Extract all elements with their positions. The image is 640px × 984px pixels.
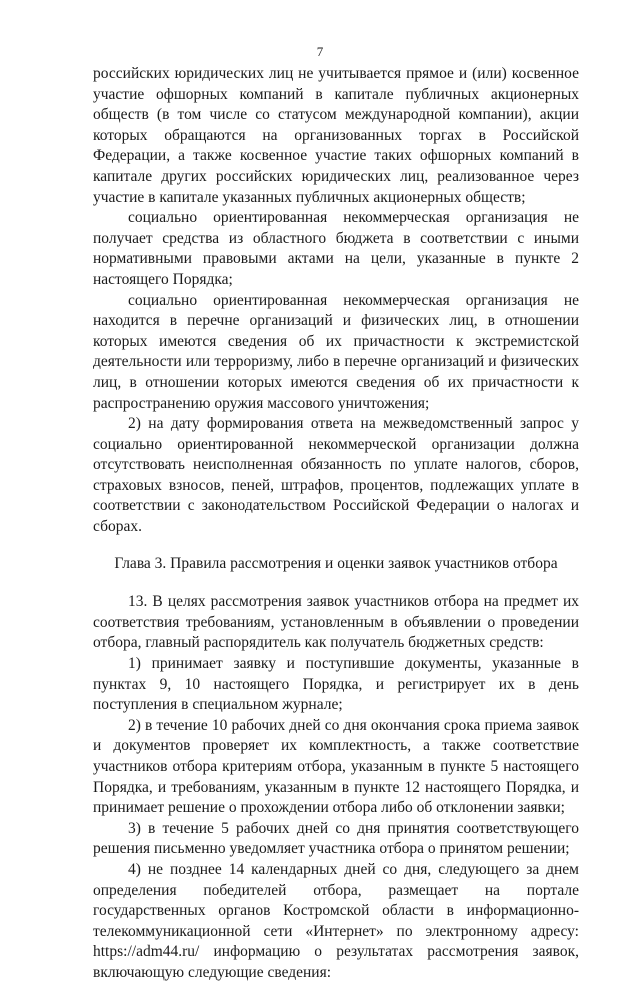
body-text-after bbox=[93, 592, 579, 983]
chapter-heading: Глава 3. Правила рассмотрения и оценки заявок участников отбора bbox=[114, 554, 558, 572]
paragraph: социально ориентированная некоммерческая организация не получает средства из областного бюджета в соответствии с иными нормативными правовыми актами на цели, указанные в пункте 2 настоящего Порядка; bbox=[93, 209, 579, 288]
paragraph: 13. В целях рассмотрения заявок участников отбора на предмет их соответствия требованиям, установленным в объявлении о проведении отбора, главный распорядитель как получатель бюджетных средств: bbox=[93, 593, 579, 652]
paragraph: российских юридических лиц не учитывается прямое и (или) косвенное участие офшорных компаний в капитале публичных акционерных обществ (в том числе со статусом международной компании), акции которых обращаются на организованных торгах в Российской Федерации, а также косвенное участие таких офшорных компаний в капитале других российских юридических лиц, реализованное через участие в капитале указанных публичных акционерных обществ; bbox=[93, 65, 579, 206]
paragraph: 4) не позднее 14 календарных дней со дня, следующего за днем определения победителей отбора, размещает на портале государственных органов Костромской области в информационно-телекоммуникационной сети «Интернет» по электронному адресу: https://adm44.ru/ информацию о результатах рассмотрения заявок, включающую следующие сведения: bbox=[93, 860, 579, 981]
paragraph: социально ориентированная некоммерческая организация не находится в перечне организаций и физических лиц, в отношении которых имеются сведения об их причастности к экстремистской деятельности или терроризму, либо в перечне организаций и физических лиц, в отношении которых имеются сведения об их причастности к распространению оружия массового уничтожения; bbox=[93, 291, 579, 412]
paragraph: 2) в течение 10 рабочих дней со дня окончания срока приема заявок и документов проверяет их комплектность, а также соответствие участников отбора критериям отбора, указанным в пункте 5 настоящего Порядка, и требованиям, указанным в пункте 12 настоящего Порядка, и принимает решение о прохождении отбора либо об отклонении заявки; bbox=[93, 716, 579, 817]
page-number: 7 bbox=[316, 44, 324, 59]
paragraph: 2) на дату формирования ответа на межведомственный запрос у социально ориентированной некоммерческой организации должна отсутствовать неисполненная обязанность по уплате налогов, сборов, страховых взносов, пеней, штрафов, процентов, подлежащих уплате в соответствии с законодательством Российской Федерации о налогах и сборах. bbox=[93, 415, 579, 536]
paragraph: 3) в течение 5 рабочих дней со дня принятия соответствующего решения письменно уведомляет участника отбора о принятом решении; bbox=[93, 819, 579, 858]
body-text-before bbox=[93, 64, 579, 538]
paragraph: 1) принимает заявку и поступившие документы, указанные в пунктах 9, 10 настоящего Порядка, и регистрирует их в день поступления в специальном журнале; bbox=[93, 655, 579, 714]
